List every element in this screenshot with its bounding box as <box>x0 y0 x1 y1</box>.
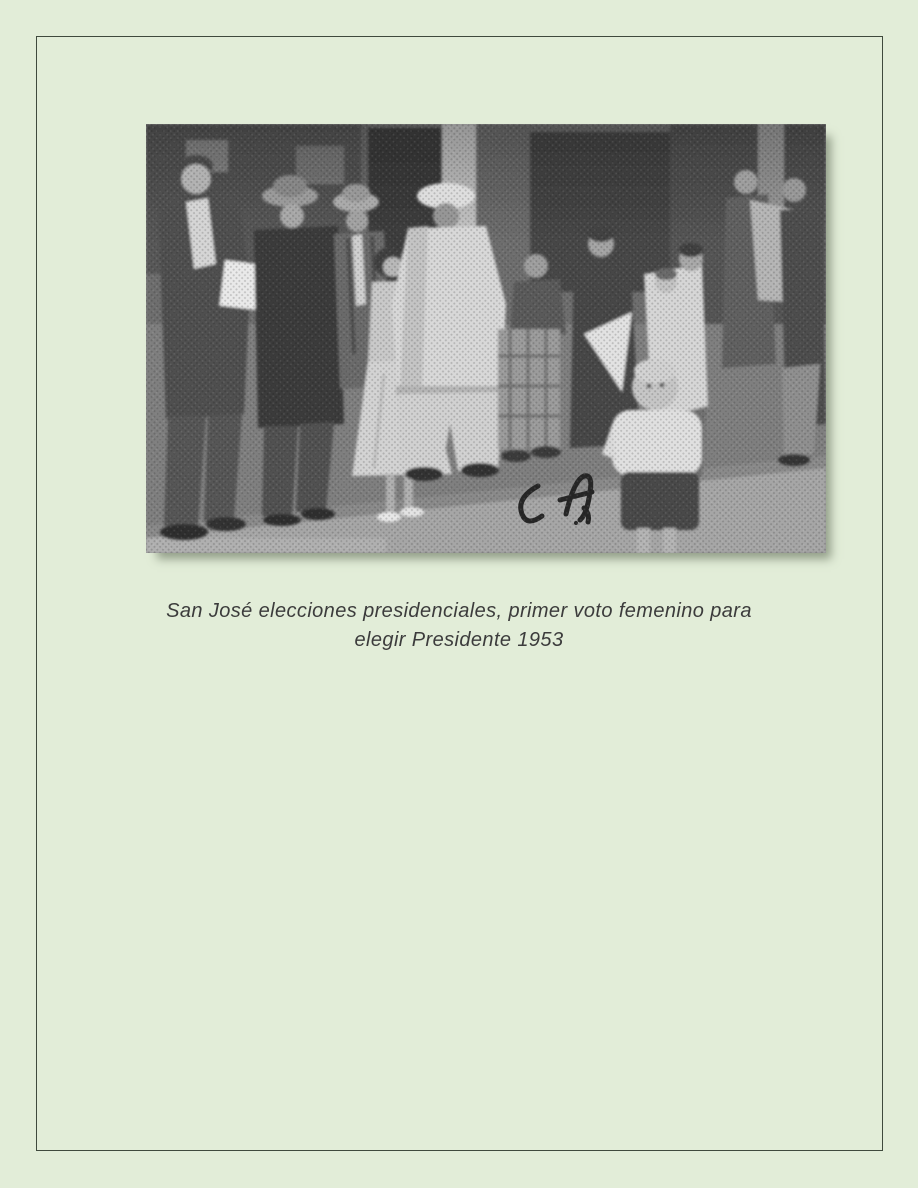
caption-line-2: elegir Presidente 1953 <box>354 629 564 651</box>
caption-line-1: San José elecciones presidenciales, primer voto femenino para <box>166 600 752 622</box>
photo-caption <box>0 597 918 655</box>
photo-svg <box>146 124 826 553</box>
historical-photo <box>146 124 826 553</box>
halftone-overlay <box>146 124 826 553</box>
